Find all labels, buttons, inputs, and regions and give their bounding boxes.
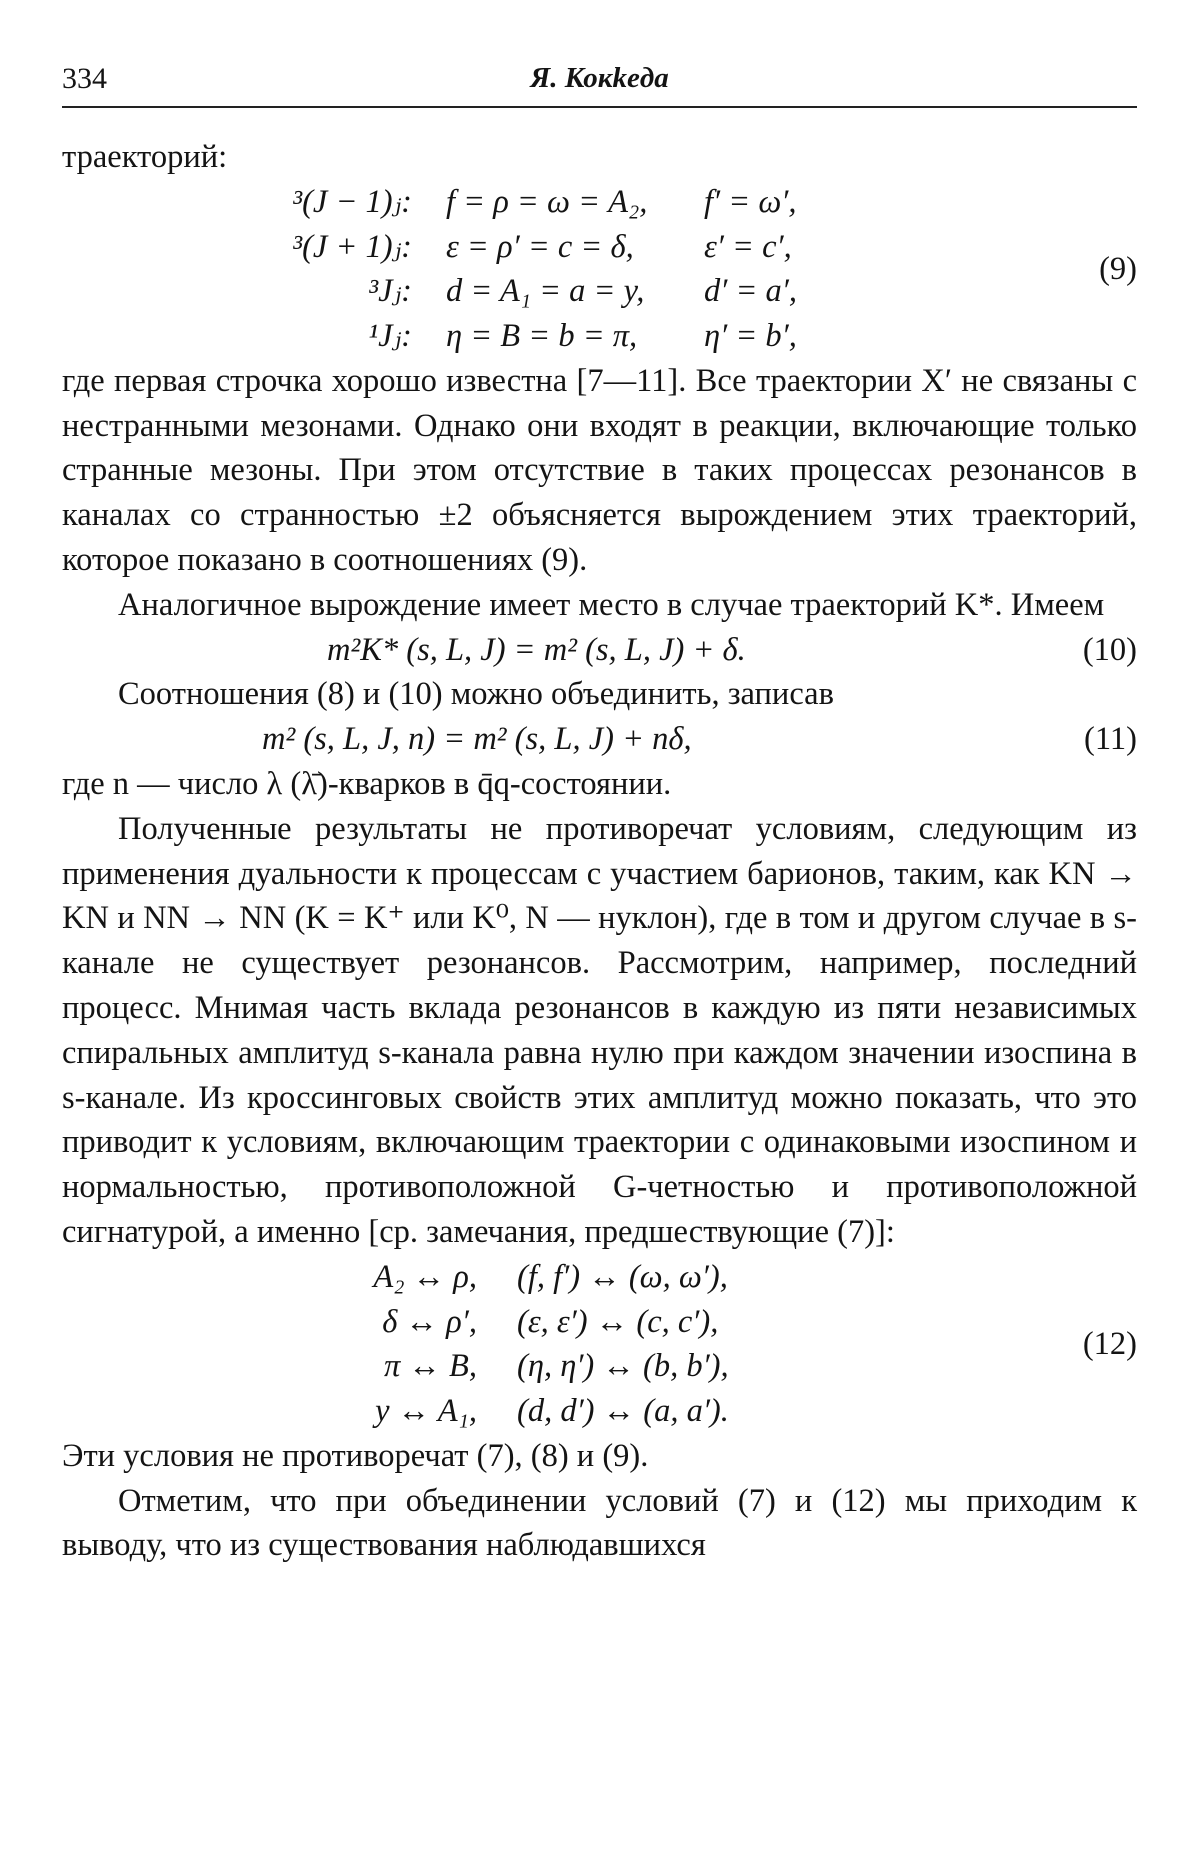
equation-row — [287, 269, 797, 314]
paragraph: где первая строчка хорошо известна [7—11]. Все траектории X′ не связаны с нестранными мезонами. Однако они входят в реакции, включающие только странные мезоны. При этом отсутствие в таких процессах резонансов в каналах со странностью ±2 объясняется вырождением этих траекторий, которое показано в соотношениях (9). — [62, 362, 1137, 578]
equation-part: d′ = a′, — [704, 273, 798, 310]
equation-part: f′ = ω′, — [704, 183, 797, 220]
running-title: Я. Кокkeдa — [530, 62, 669, 94]
equation-number: (10) — [1082, 631, 1137, 668]
equation-9 — [62, 180, 1137, 359]
equation-part: A₂ ↔ ρ, — [373, 1258, 477, 1295]
equation-number: (12) — [1082, 1325, 1137, 1362]
equation-label: ³(J + 1)ⱼ: — [292, 228, 412, 265]
equation-row — [312, 1300, 729, 1345]
equation-row — [287, 225, 797, 270]
equation-10 — [62, 628, 1137, 673]
equation-12 — [62, 1255, 1137, 1434]
equation-part: (d, d′) ↔ (a, a′). — [517, 1393, 729, 1430]
page-header — [62, 62, 1137, 108]
equation-part: f = ρ = ω = A₂, — [446, 183, 648, 220]
paragraph: Эти условия не противоречат (7), (8) и (9). — [62, 1437, 649, 1474]
equation-text: m² (s, L, J, n) = m² (s, L, J) + nδ, — [262, 721, 692, 758]
equation-number: (11) — [1084, 721, 1137, 758]
equation-row — [287, 180, 797, 225]
paragraph: Полученные результаты не противоречат условиям, следующим из применения дуальности к процессам с участием барионов, таким, как KN → KN и NN → NN (K = K⁺ или K⁰, N — нуклон), где в том и другом случае в s-канале не существует резонансов. Рассмотрим, например, последний процесс. Мнимая часть вклада резонансов в каждую из пяти независимых спиральных амплитуд s-канала равна нулю при каждом значении изоспина в s-канале. Из кроссинговых свойств этих амплитуд можно показать, что это приводит к условиям, включающим траектории с одинаковыми изоспином и нормальностью, противоположной G-четностью и противоположной сигнатурой, а именно [ср. замечания, предшествующие (7)]: — [62, 810, 1137, 1250]
equation-part: (ε, ε′) ↔ (c, c′), — [517, 1303, 719, 1340]
intro-line: траекторий: — [62, 139, 228, 175]
paragraph: Отметим, что при объединении условий (7) и (12) мы приходим к выводу, что из существования наблюдавшихся — [62, 1482, 1137, 1564]
equation-number: (9) — [1099, 250, 1137, 287]
equation-part: η′ = b′, — [704, 318, 797, 355]
paragraph: где n — число λ (λ̄)-кварков в q̄q-состоянии. — [62, 765, 672, 802]
equation-row — [312, 1344, 729, 1389]
equation-label: ³Jⱼ: — [368, 273, 412, 310]
equation-part: ε = ρ′ = c = δ, — [446, 228, 634, 265]
equation-label: ¹Jⱼ: — [368, 318, 412, 355]
paragraph: Аналогичное вырождение имеет место в случае траекторий K*. Имеем — [118, 586, 1105, 623]
equation-text: m²K* (s, L, J) = m² (s, L, J) + δ. — [327, 631, 746, 668]
equation-row — [287, 314, 797, 359]
equation-part: (f, f′) ↔ (ω, ω′), — [517, 1258, 728, 1295]
equation-label: ³(J − 1)ⱼ: — [292, 183, 412, 220]
equation-part: ε′ = c′, — [704, 228, 792, 265]
equation-row — [312, 1389, 729, 1434]
equation-part: π ↔ B, — [383, 1348, 477, 1385]
equation-row — [312, 1255, 729, 1300]
equation-11 — [62, 717, 1137, 762]
equation-part: y ↔ A₁, — [375, 1393, 477, 1430]
page-number: 334 — [62, 62, 107, 95]
paragraph: Соотношения (8) и (10) можно объединить, записав — [118, 676, 834, 713]
equation-part: d = A₁ = a = y, — [446, 273, 645, 310]
equation-part: δ ↔ ρ′, — [382, 1303, 477, 1340]
page-body — [62, 135, 1137, 1568]
equation-part: (η, η′) ↔ (b, b′), — [517, 1348, 729, 1385]
equation-part: η = B = b = π, — [446, 318, 638, 355]
